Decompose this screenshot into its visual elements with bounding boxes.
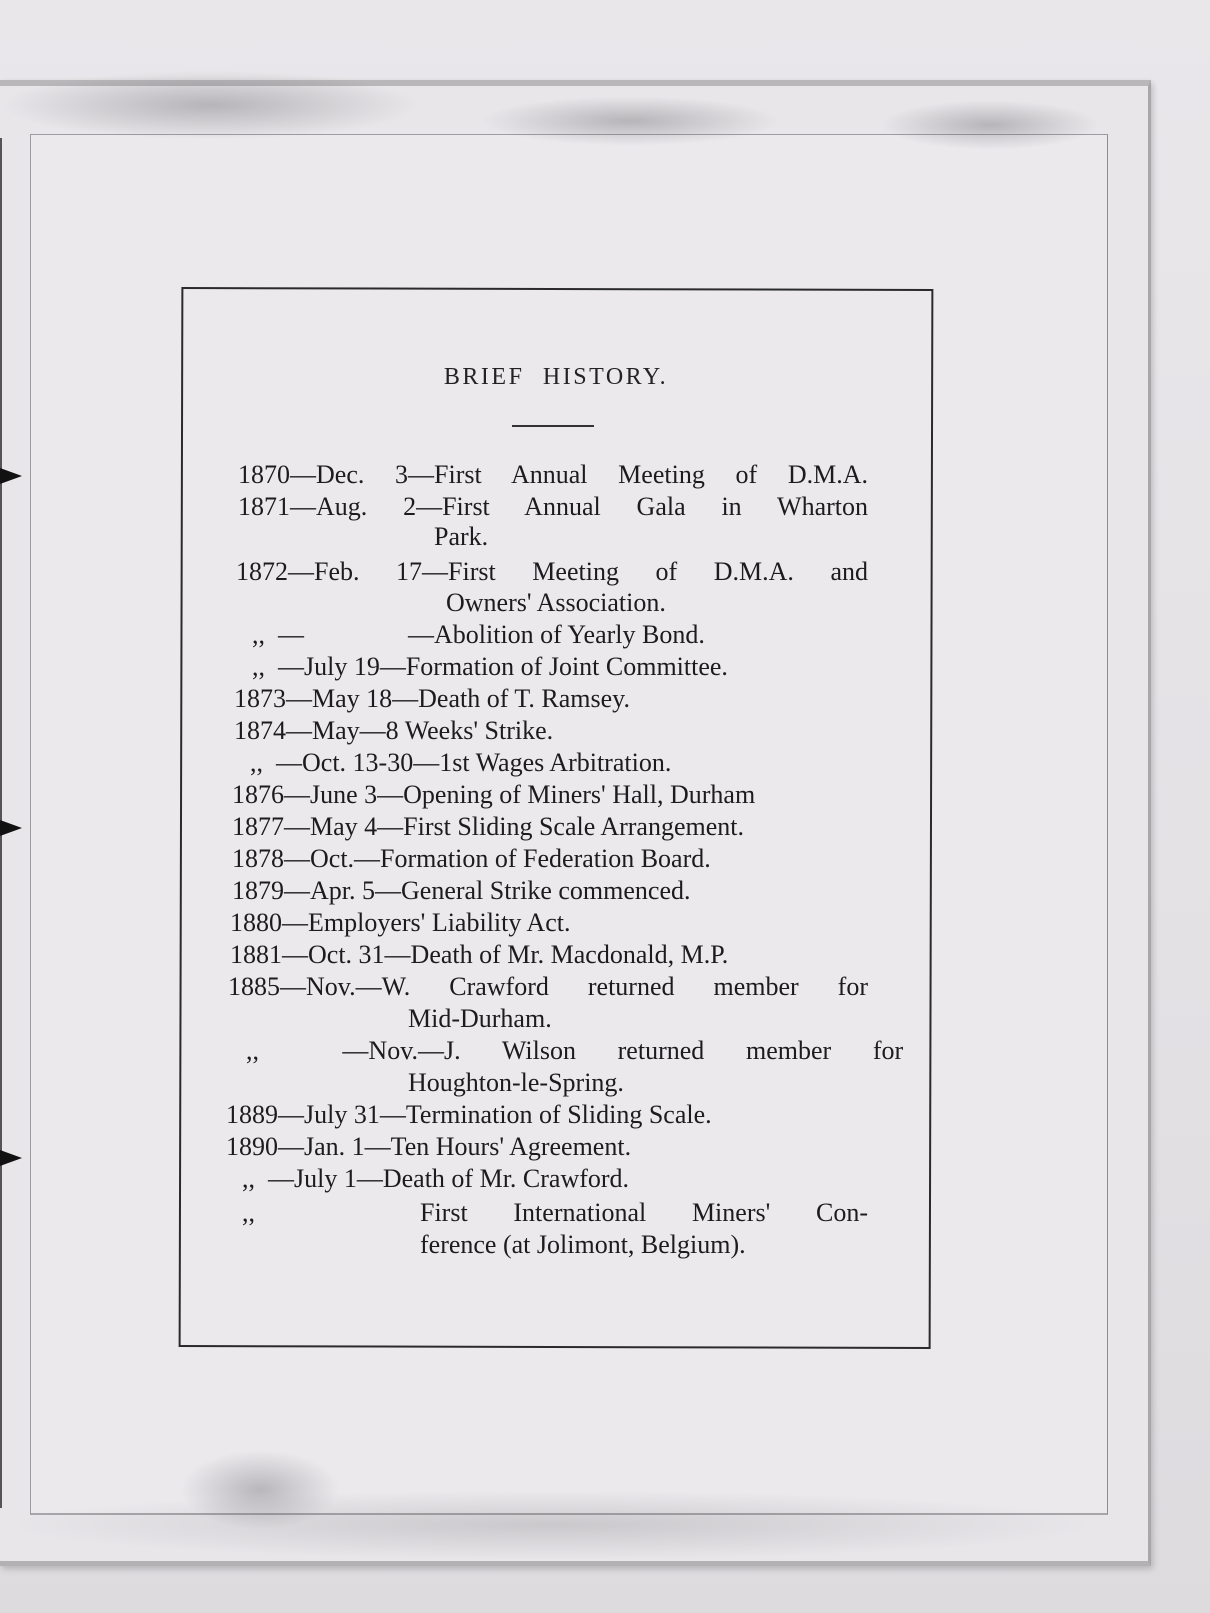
page-title: BRIEF HISTORY. <box>443 364 669 390</box>
history-entry: ,, —Oct. 13-30—1st Wages Arbitration. <box>250 748 672 777</box>
history-entry: 1873—May 18—Death of T. Ramsey. <box>234 684 630 713</box>
smudge <box>0 1490 1100 1560</box>
history-entry: ,, — —Abolition of Yearly Bond. <box>252 620 705 649</box>
history-entry: 1890—Jan. 1—Ten Hours' Agreement. <box>226 1132 632 1161</box>
history-entry: ,, —Nov.—J. Wilson returned member for <box>246 1036 904 1065</box>
history-entry-continuation: ference (at Jolimont, Belgium). <box>420 1230 746 1259</box>
history-entry: 1871—Aug. 2—First Annual Gala in Wharton <box>238 492 868 521</box>
history-entry: 1876—June 3—Opening of Miners' Hall, Durham <box>232 780 756 809</box>
history-entry-continuation: Mid-Durham. <box>408 1004 552 1033</box>
history-entry: 1878—Oct.—Formation of Federation Board. <box>232 844 711 873</box>
history-entry: First International Miners' Con- <box>420 1198 868 1227</box>
history-entry-continuation: Park. <box>434 522 489 551</box>
staple-mark <box>0 1150 22 1166</box>
title-divider <box>512 425 594 427</box>
staple-mark <box>0 468 22 484</box>
history-entry: 1874—May—8 Weeks' Strike. <box>234 716 554 745</box>
history-entry: 1879—Apr. 5—General Strike commenced. <box>232 876 691 905</box>
history-entry: 1889—July 31—Termination of Sliding Scale. <box>226 1100 712 1129</box>
smudge <box>0 70 420 140</box>
smudge <box>880 100 1100 150</box>
staple-mark <box>0 820 22 836</box>
history-entry: 1885—Nov.—W. Crawford returned member for <box>228 972 868 1001</box>
history-entry: 1880—Employers' Liability Act. <box>230 908 571 937</box>
history-entry: ,, —July 19—Formation of Joint Committee. <box>252 652 728 681</box>
history-entry: 1870—Dec. 3—First Annual Meeting of D.M.A. <box>238 460 868 489</box>
history-entry: ,, —July 1—Death of Mr. Crawford. <box>242 1164 630 1193</box>
history-entry-continuation: Houghton-le-Spring. <box>408 1068 624 1097</box>
history-entry: 1881—Oct. 31—Death of Mr. Macdonald, M.P. <box>230 940 729 969</box>
history-entry: ,, <box>242 1198 255 1227</box>
history-entry: 1872—Feb. 17—First Meeting of D.M.A. and <box>236 557 868 586</box>
smudge <box>480 96 780 146</box>
history-entry-continuation: Owners' Association. <box>446 588 666 617</box>
history-entry: 1877—May 4—First Sliding Scale Arrangement. <box>232 812 745 841</box>
